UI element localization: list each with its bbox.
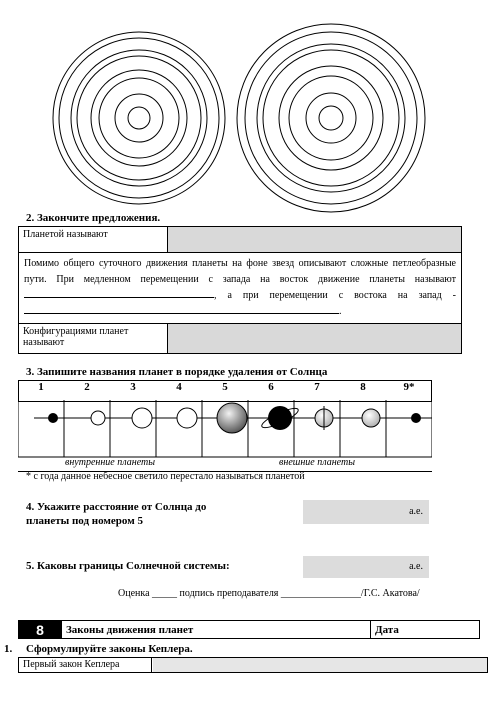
planet-number-9: 9* [403, 381, 415, 393]
section-8-header [18, 620, 480, 639]
planet-number-4: 4 [176, 381, 182, 393]
first-law-row [18, 657, 488, 673]
planet-4-icon [177, 408, 197, 428]
inner-planets-label: внутренние планеты [18, 457, 202, 472]
q4-title: 4. Укажите расстояние от Солнца до планеты под номером 5 [26, 501, 207, 527]
planet-3-icon [132, 408, 152, 428]
kepler-number: 1. [4, 643, 13, 655]
q2-para-end: . [339, 306, 342, 317]
planet-number-3: 3 [130, 381, 136, 393]
planet-number-7: 7 [314, 381, 320, 393]
q2-row3-label: Конфигурациями планет называют [19, 324, 168, 354]
q5-unit: а.е. [409, 561, 423, 572]
planet-number-8: 8 [360, 381, 366, 393]
section-number-badge: 8 [19, 621, 62, 639]
section-title: Законы движения планет [62, 621, 371, 639]
q3-title: 3. Запишите названия планет в порядке удаления от Солнца [26, 366, 328, 378]
planet-7-icon [315, 406, 333, 430]
q5-title: 5. Каковы границы Солнечной системы: [26, 560, 230, 572]
planet-number-1: 1 [38, 381, 44, 393]
q2-table [18, 226, 462, 354]
planet-1-icon [48, 413, 58, 423]
outer-planets-label: внешние планеты [202, 457, 432, 472]
q2-row1-answer[interactable] [168, 227, 462, 253]
q2-blank-2[interactable] [24, 304, 339, 314]
date-label: Дата [371, 621, 480, 639]
planet-number-5: 5 [222, 381, 228, 393]
planet-2-icon [91, 411, 105, 425]
first-law-answer[interactable] [153, 658, 487, 672]
orbit-diagram-right [237, 24, 425, 212]
planet-9-icon [411, 413, 421, 423]
kepler-title: Сформулируйте законы Кеплера. [26, 643, 193, 655]
q2-para-text-1: Помимо общего суточного движения планеты на фоне звезд описывают сложные петлеобразные пути. При медленном перемещении с запада на восток движение планеты называют [24, 258, 456, 285]
first-law-label: Первый закон Кеплера [19, 658, 152, 672]
planet-8-icon [362, 409, 380, 427]
q2-paragraph [19, 253, 462, 324]
orbit-diagram-left [53, 32, 225, 204]
teacher-signature-line: Оценка _____ подпись преподавателя ________________/Г.С. Акатова/ [118, 588, 420, 599]
planet-5-icon [217, 403, 247, 433]
orbit-diagrams [0, 0, 500, 215]
planet-number-6: 6 [268, 381, 274, 393]
q4-answer-box[interactable] [303, 500, 429, 524]
q2-row1-label: Планетой называют [19, 227, 168, 253]
q2-title: 2. Закончите предложения. [26, 212, 161, 224]
planet-number-2: 2 [84, 381, 90, 393]
q2-row3-answer[interactable] [168, 324, 462, 354]
q5-answer-box[interactable] [303, 556, 429, 578]
q2-blank-1[interactable] [24, 288, 214, 298]
q3-footnote: * с года данное небесное светило перестало называться планетой [26, 471, 305, 482]
q2-para-text-2: , а при перемещении с востока на запад - [214, 290, 456, 301]
q4-unit: а.е. [409, 506, 423, 517]
